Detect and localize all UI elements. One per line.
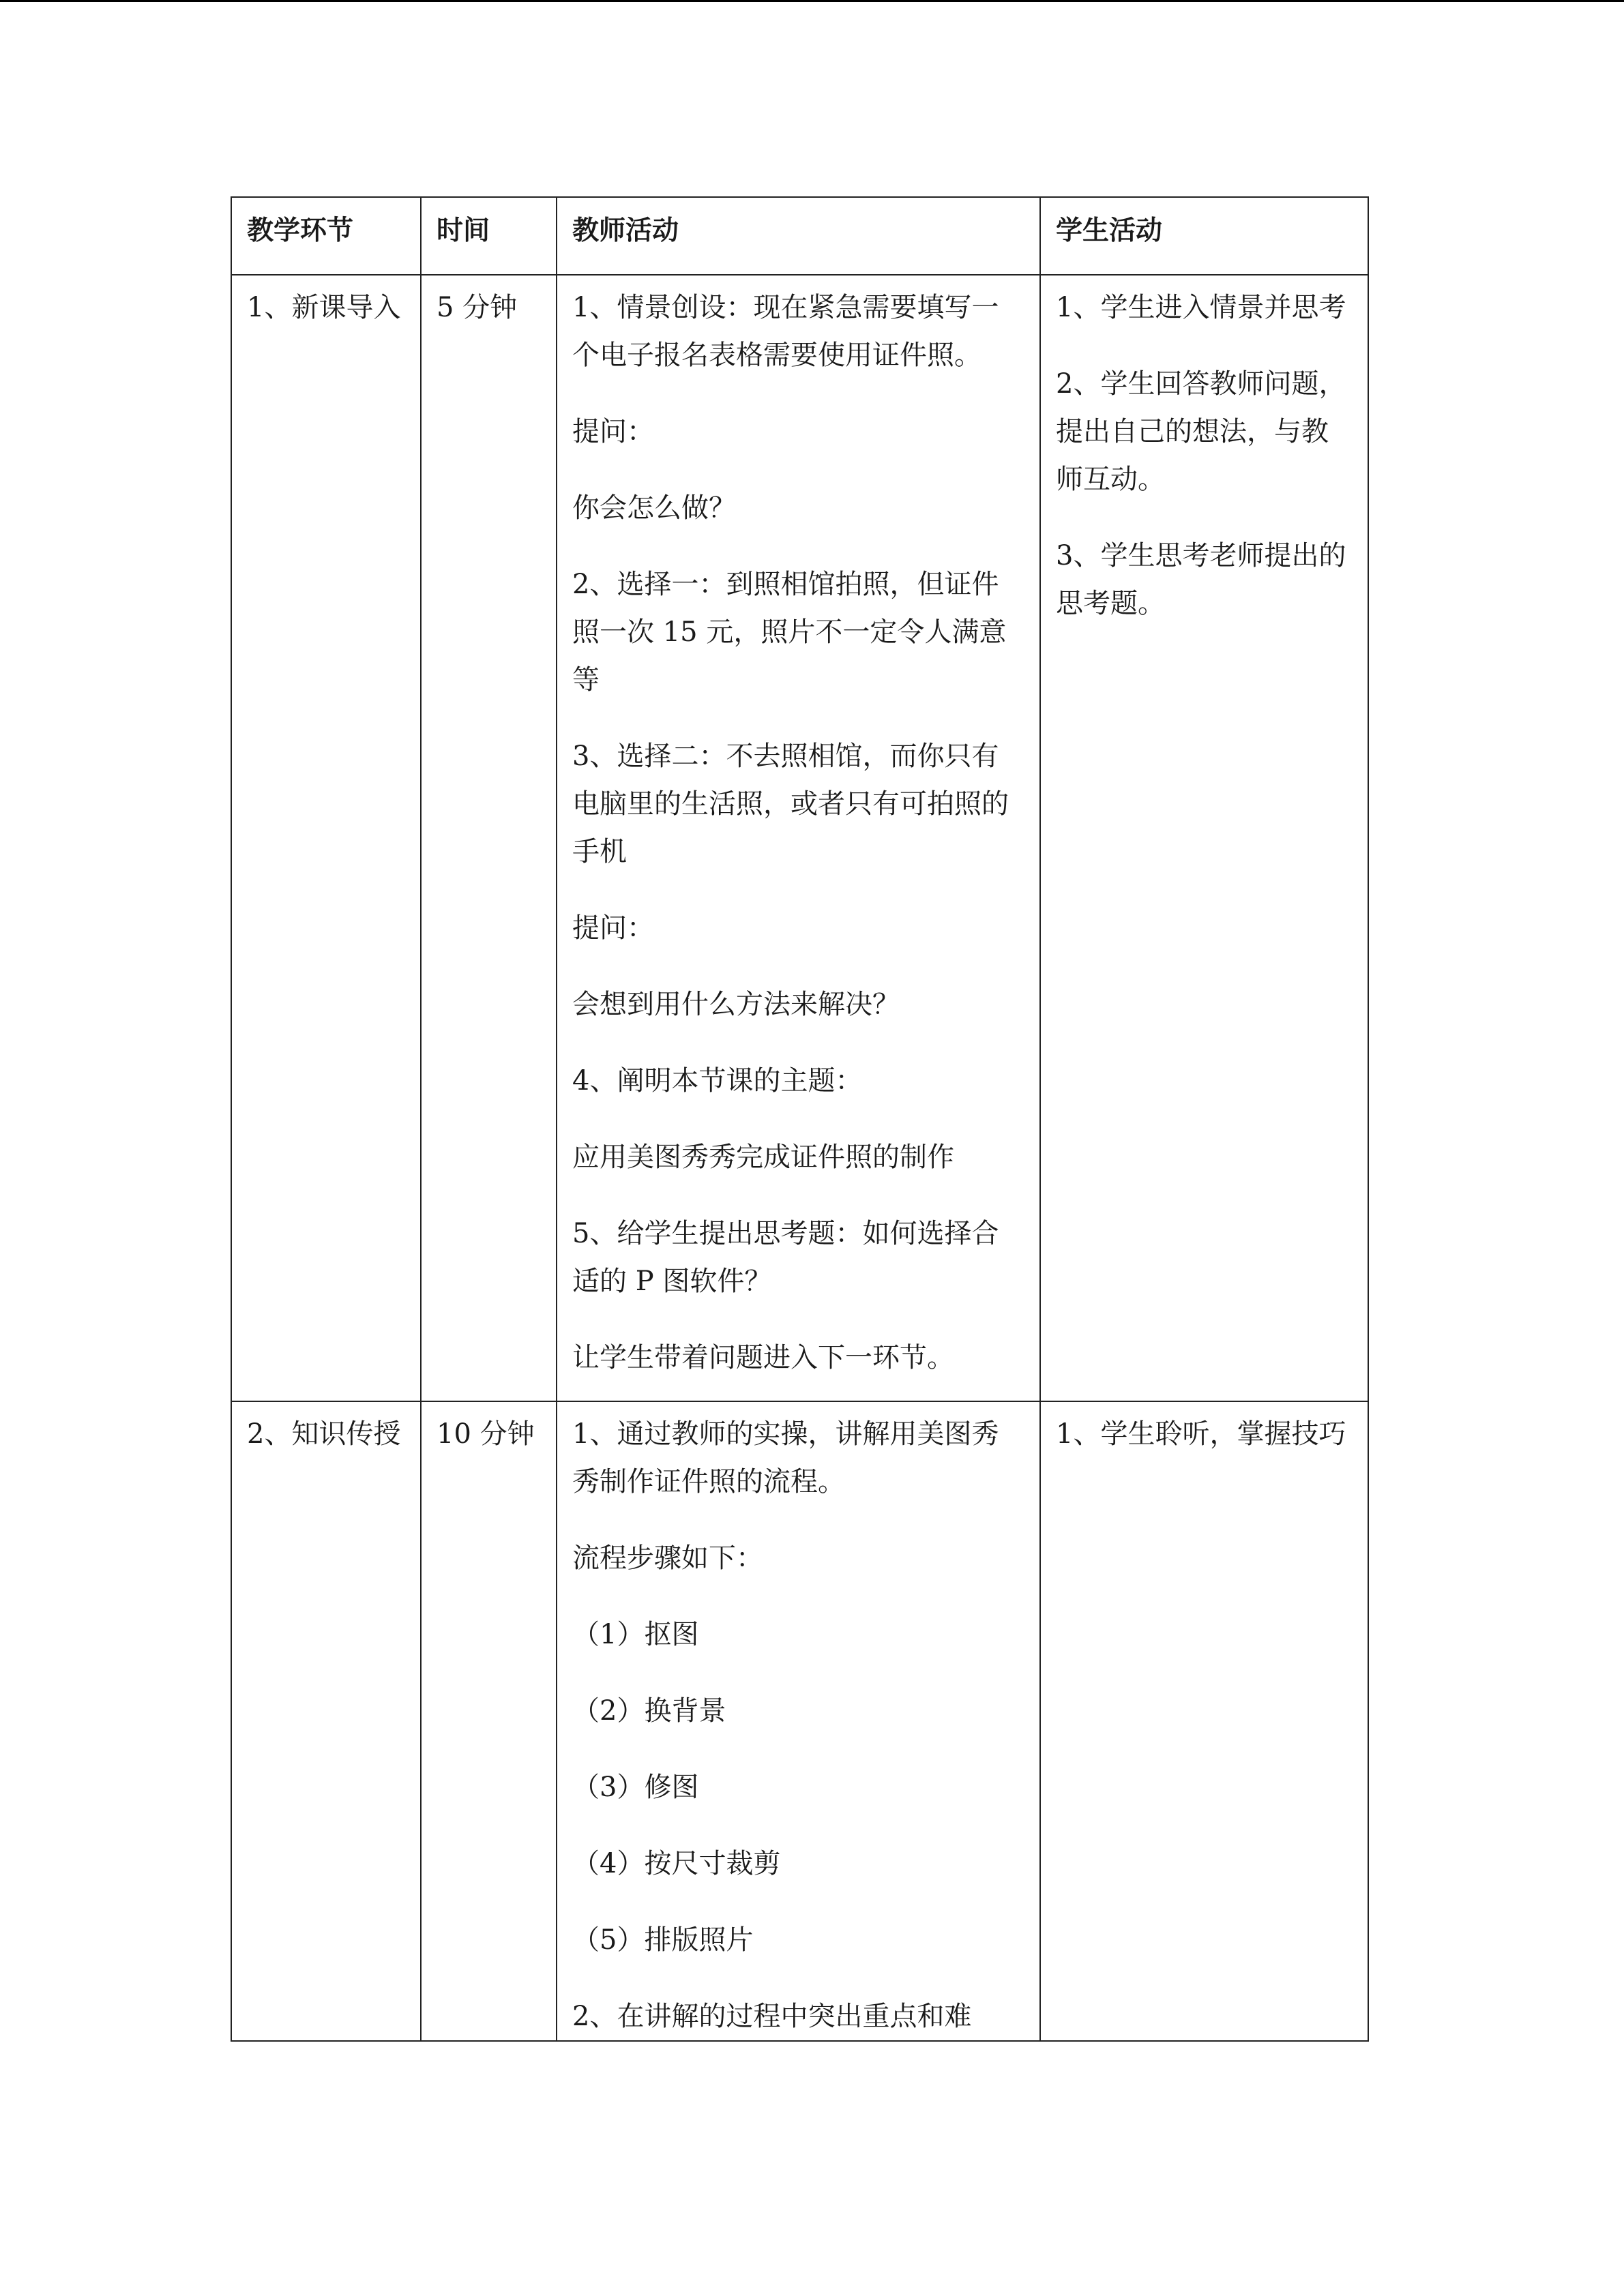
student-activity-cell bbox=[1040, 1401, 1368, 2041]
teacher-activity-item: 提问： bbox=[572, 912, 654, 944]
header-time: 时间 bbox=[421, 197, 557, 275]
teacher-activity-item: 2、选择一：到照相馆拍照，但证件照一次 15 元，照片不一定令人满意等 bbox=[572, 569, 1007, 696]
student-activity-item: 1、学生进入情景并思考 bbox=[1056, 292, 1346, 323]
teacher-activity-item: （5）排版照片 bbox=[572, 1924, 754, 1956]
time-cell: 5 分钟 bbox=[421, 275, 557, 1401]
teacher-activity-item: 让学生带着问题进入下一环节。 bbox=[572, 1342, 954, 1373]
teacher-activity-item: （4）按尺寸裁剪 bbox=[572, 1848, 781, 1879]
page-top-rule bbox=[0, 0, 1624, 2]
student-activity-item: 2、学生回答教师问题，提出自己的想法，与教师互动。 bbox=[1056, 368, 1346, 495]
teacher-activity-item: （2）换背景 bbox=[572, 1695, 726, 1727]
student-activity-item: 1、学生聆听，掌握技巧 bbox=[1056, 1418, 1346, 1450]
teacher-activity-item: （3）修图 bbox=[572, 1772, 699, 1803]
stage-cell: 1、新课导入 bbox=[231, 275, 421, 1401]
teacher-activity-item: 1、情景创设：现在紧急需要填写一个电子报名表格需要使用证件照。 bbox=[572, 292, 999, 371]
teacher-activity-item: 会想到用什么方法来解决？ bbox=[572, 989, 900, 1020]
teacher-activity-item: 流程步骤如下： bbox=[572, 1542, 763, 1574]
table-row bbox=[231, 1401, 1368, 2041]
header-student-activity: 学生活动 bbox=[1040, 197, 1368, 275]
teacher-activity-item: 1、通过教师的实操，讲解用美图秀秀制作证件照的流程。 bbox=[572, 1418, 999, 1497]
table-row bbox=[231, 275, 1368, 1401]
lesson-plan-table bbox=[231, 196, 1369, 2042]
header-teacher-activity: 教师活动 bbox=[557, 197, 1040, 275]
teacher-activity-item: 3、选择二：不去照相馆，而你只有电脑里的生活照，或者只有可拍照的手机 bbox=[572, 741, 1009, 867]
header-stage: 教学环节 bbox=[231, 197, 421, 275]
teacher-activity-item: 2、在讲解的过程中突出重点和难 bbox=[572, 2001, 972, 2032]
teacher-activity-item: 你会怎么做？ bbox=[572, 492, 736, 524]
table-header-row bbox=[231, 197, 1368, 275]
teacher-activity-item: 提问： bbox=[572, 416, 654, 447]
time-cell: 10 分钟 bbox=[421, 1401, 557, 2041]
teacher-activity-item: 5、给学生提出思考题：如何选择合适的 P 图软件？ bbox=[572, 1218, 999, 1297]
teacher-activity-cell bbox=[557, 275, 1040, 1401]
student-activity-cell bbox=[1040, 275, 1368, 1401]
teacher-activity-cell bbox=[557, 1401, 1040, 2041]
student-activity-item: 3、学生思考老师提出的思考题。 bbox=[1056, 540, 1346, 619]
stage-cell: 2、知识传授 bbox=[231, 1401, 421, 2041]
teacher-activity-item: 4、阐明本节课的主题： bbox=[572, 1065, 863, 1097]
teacher-activity-item: （1）抠图 bbox=[572, 1619, 699, 1650]
teacher-activity-item: 应用美图秀秀完成证件照的制作 bbox=[572, 1142, 954, 1173]
